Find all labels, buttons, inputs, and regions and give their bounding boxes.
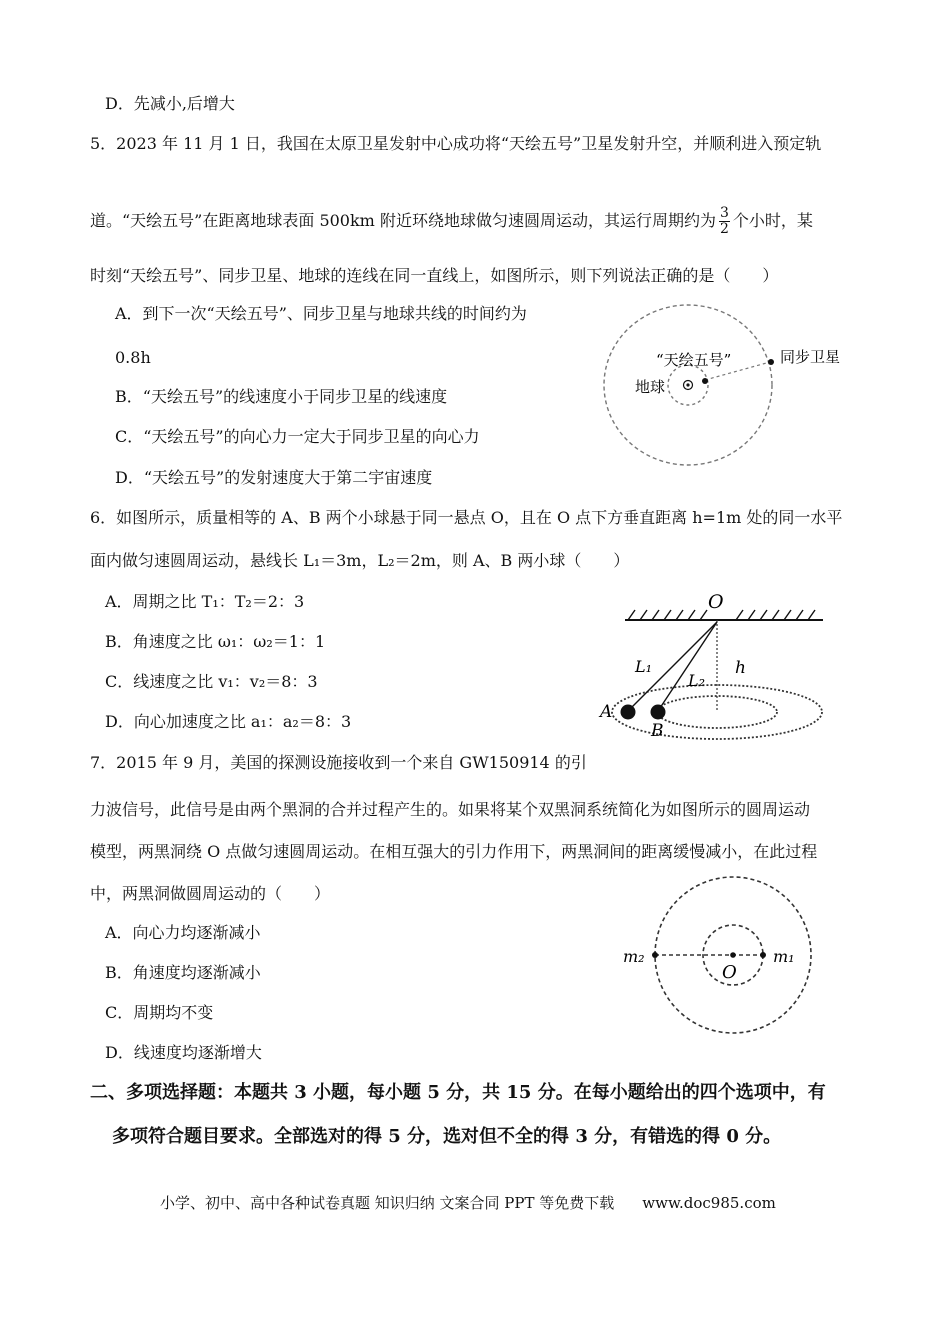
black-hole-m2 [652, 952, 658, 958]
label-o: O [722, 962, 737, 983]
q7-option-a: A．向心力均逐渐减小 [105, 923, 261, 942]
fraction-denominator: 2 [719, 221, 729, 237]
footer-url[interactable]: www.doc985.com [642, 1194, 776, 1212]
q6-option-a: A．周期之比 T₁：T₂＝2：3 [105, 592, 305, 611]
label-b: B [651, 721, 664, 741]
label-tianhui: “天绘五号” [656, 351, 732, 369]
q7-stem-line4: 中，两黑洞做圆周运动的（ ） [90, 884, 331, 903]
q6-stem-line2: 面内做匀速圆周运动，悬线长 L₁＝3m，L₂＝2m，则 A、B 两小球（ ） [90, 551, 630, 570]
q7-stem-line1: 7．2015 年 9 月，美国的探测设施接收到一个来自 GW150914 的引 [90, 753, 587, 772]
q4-option-d: D．先减小,后增大 [105, 94, 235, 113]
q5-stem-line2-text: 道。“天绘五号”在距离地球表面 500km 附近环绕地球做匀速圆周运动，其运行周期约为 [90, 211, 716, 230]
section2-heading-line2: 多项符合题目要求。全部选对的得 5 分，选对但不全的得 3 分，有错选的得 0 分。 [112, 1126, 782, 1147]
q5-orbit-figure [600, 300, 860, 475]
label-h: h [735, 658, 746, 678]
sync-satellite [768, 359, 774, 365]
q6-stem-line1: 6．如图所示，质量相等的 A、B 两个小球悬于同一悬点 O，且在 O 点下方垂直距离 h=1m 处的同一水平 [90, 508, 843, 527]
ball-b [651, 705, 666, 720]
label-m1: m₁ [773, 947, 795, 966]
page-footer [160, 1192, 776, 1213]
center-o [730, 952, 736, 958]
q5-stem-line3: 时刻“天绘五号”、同步卫星、地球的连线在同一直线上，如图所示，则下列说法正确的是（ ） [90, 266, 779, 285]
q6-option-d: D．向心加速度之比 a₁：a₂＝8：3 [105, 712, 352, 731]
q7-option-b: B．角速度均逐渐减小 [105, 963, 261, 982]
q7-option-c: C．周期均不变 [105, 1003, 214, 1022]
section2-heading-line1: 二、多项选择题：本题共 3 小题，每小题 5 分，共 15 分。在每小题给出的四个选项中，有 [90, 1082, 826, 1103]
q6-pendulum-figure [595, 590, 830, 745]
earth-center [686, 383, 689, 386]
q7-option-d: D．线速度均逐渐增大 [105, 1043, 262, 1062]
label-m2: m₂ [623, 947, 645, 966]
q5-option-d: D．“天绘五号”的发射速度大于第二宇宙速度 [115, 468, 433, 487]
ball-a [621, 705, 636, 720]
q5-option-b: B．“天绘五号”的线速度小于同步卫星的线速度 [115, 387, 448, 406]
label-o: O [708, 591, 724, 613]
label-a: A [600, 702, 613, 722]
label-l2: L₂ [688, 671, 706, 690]
q5-option-a-continued: 0.8h [115, 348, 151, 367]
black-hole-m1 [760, 952, 766, 958]
q5-stem-line1: 5．2023 年 11 月 1 日，我国在太原卫星发射中心成功将“天绘五号”卫星发射升空，并顺利进入预定轨 [90, 134, 822, 153]
q5-option-a: A．到下一次“天绘五号”、同步卫星与地球共线的时间约为 [115, 304, 527, 323]
q5-option-c: C．“天绘五号”的向心力一定大于同步卫星的向心力 [115, 427, 480, 446]
q5-stem-line2 [90, 206, 813, 237]
footer-text: 小学、初中、高中各种试卷真题 知识归纳 文案合同 PPT 等免费下载 [160, 1194, 615, 1212]
label-sync-satellite: 同步卫星 [780, 348, 841, 366]
q7-stem-line2: 力波信号，此信号是由两个黑洞的合并过程产生的。如果将某个双黑洞系统简化为如图所示的圆周运动 [90, 800, 811, 819]
tianhui-satellite [702, 378, 708, 384]
q7-stem-line3: 模型，两黑洞绕 O 点做匀速圆周运动。在相互强大的引力作用下，两黑洞间的距离缓慢减小，在此过程 [90, 842, 818, 861]
q6-option-b: B．角速度之比 ω₁：ω₂＝1：1 [105, 632, 326, 651]
q7-binary-figure [615, 875, 835, 1035]
label-earth: 地球 [635, 378, 666, 396]
q6-option-c: C．线速度之比 v₁：v₂＝8：3 [105, 672, 318, 691]
label-l1: L₁ [635, 657, 653, 676]
q5-period-fraction [719, 206, 730, 237]
fraction-numerator: 3 [719, 205, 729, 221]
q5-stem-line2-tail: 个小时，某 [732, 211, 813, 230]
